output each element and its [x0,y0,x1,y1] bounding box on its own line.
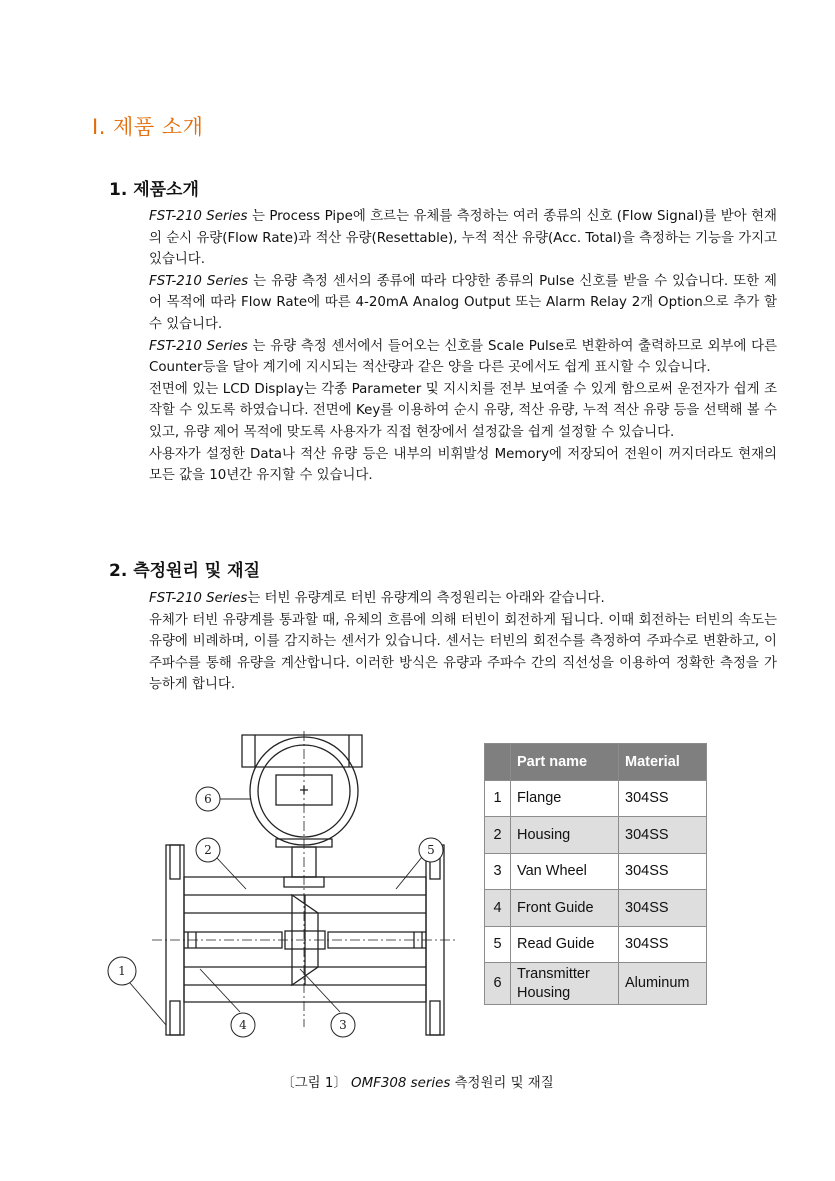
callout-2: 2 [204,843,212,857]
paragraph-text: 는 유량 측정 센서의 종류에 따라 다양한 종류의 Pulse 신호를 받을 수 있습니다. 또한 제어 목적에 따라 Flow Rate에 따른 4-20mA Analog Output 또는 Alarm Relay 2개 Option으로 추가 할 수 있습니다. [149,273,777,332]
row-number: 5 [485,926,511,963]
parts-material-table [484,743,707,1005]
caption-prefix: 〔그림 1〕 [281,1076,347,1091]
product-name: FST-210 Series [149,591,248,606]
table-row [485,853,707,890]
part-name: Transmitter Housing [511,963,619,1005]
paragraph-text: 는 유량 측정 센서에서 들어오는 신호를 Scale Pulse로 변환하여 출력하므로 외부에 다른 Counter등을 달아 계기에 지시되는 적산량과 같은 양을 다른 곳에서도 쉽게 표시할 수 있습니다. [149,338,777,376]
section-1-paragraph-3 [149,336,777,379]
row-number: 4 [485,890,511,927]
section-1-title: 1. 제품소개 [109,180,199,200]
table-header-no [485,744,511,781]
section-2-paragraph-1 [149,588,777,610]
turbine-flowmeter-drawing [100,727,460,1042]
section-1-body [149,206,777,487]
callout-5: 5 [427,843,435,857]
row-number: 1 [485,780,511,817]
table-row [485,890,707,927]
section-1-paragraph-5: 사용자가 설정한 Data나 적산 유량 등은 내부의 비휘발성 Memory에 저장되어 전원이 꺼지더라도 현재의 모든 값을 10년간 유지할 수 있습니다. [149,446,777,484]
part-name: Van Wheel [511,853,619,890]
chapter-title: I. 제품 소개 [92,115,204,139]
table-row [485,780,707,817]
table-row [485,817,707,854]
product-name: FST-210 Series [149,338,248,354]
section-2-title: 2. 측정원리 및 재질 [109,561,260,581]
material: 304SS [619,853,707,890]
part-name: Housing [511,817,619,854]
table-row [485,926,707,963]
callout-6: 6 [204,792,212,806]
row-number: 3 [485,853,511,890]
caption-suffix: 측정원리 및 재질 [454,1076,554,1091]
table-header-row [485,744,707,781]
row-number: 2 [485,817,511,854]
material: 304SS [619,890,707,927]
table-row [485,963,707,1005]
material: 304SS [619,926,707,963]
material: Aluminum [619,963,707,1005]
callout-4: 4 [239,1018,247,1032]
callout-3: 3 [339,1018,347,1032]
paragraph-text: 는 Process Pipe에 흐르는 유체를 측정하는 여러 종류의 신호 (Flow Signal)를 받아 현재의 순시 유량(Flow Rate)과 적산 유량(Resettable), 누적 적산 유량(Acc. Total)을 측정하는 기능을 가지고 있습니다. [149,209,777,268]
table-header-part-name: Part name [511,744,619,781]
figure-caption [0,1072,835,1091]
section-2-body [149,588,777,696]
section-1-paragraph-4: 전면에 있는 LCD Display는 각종 Parameter 및 지시치를 전부 보여줄 수 있게 함으로써 운전자가 쉽게 조작할 수 있도록 하였습니다. 전면에 Key를 이용하여 순시 유량, 적산 유량, 누적 적산 유량 등을 선택해 볼 수 있고, 유량 제어 목적에 맞도록 사용자가 직접 현장에서 설정값을 쉽게 설정할 수 있습니다. [149,381,777,440]
row-number: 6 [485,963,511,1005]
callout-1: 1 [118,964,126,978]
part-name: Front Guide [511,890,619,927]
product-name: FST-210 Series [149,209,248,224]
material: 304SS [619,817,707,854]
part-name: Read Guide [511,926,619,963]
caption-model: OMF308 series [351,1076,451,1091]
part-name: Flange [511,780,619,817]
section-2-paragraph-2: 유체가 터빈 유량계를 통과할 때, 유체의 흐름에 의해 터빈이 회전하게 됩니다. 이때 회전하는 터빈의 속도는 유량에 비례하며, 이를 감지하는 센서가 있습니다. 센서는 터빈의 회전수를 측정하여 주파수로 변환하고, 이 주파수를 통해 유량을 계산합니다. 이러한 방식은 유량과 주파수 간의 직선성을 이용하여 정확한 측정을 가능하게 합니다. [149,612,777,693]
product-name: FST-210 Series [149,273,249,289]
material: 304SS [619,780,707,817]
paragraph-text: 는 터빈 유량계로 터빈 유량계의 측정원리는 아래와 같습니다. [247,591,605,606]
table-header-material: Material [619,744,707,781]
section-1-paragraph-1 [149,206,777,271]
section-1-paragraph-2 [149,271,777,336]
